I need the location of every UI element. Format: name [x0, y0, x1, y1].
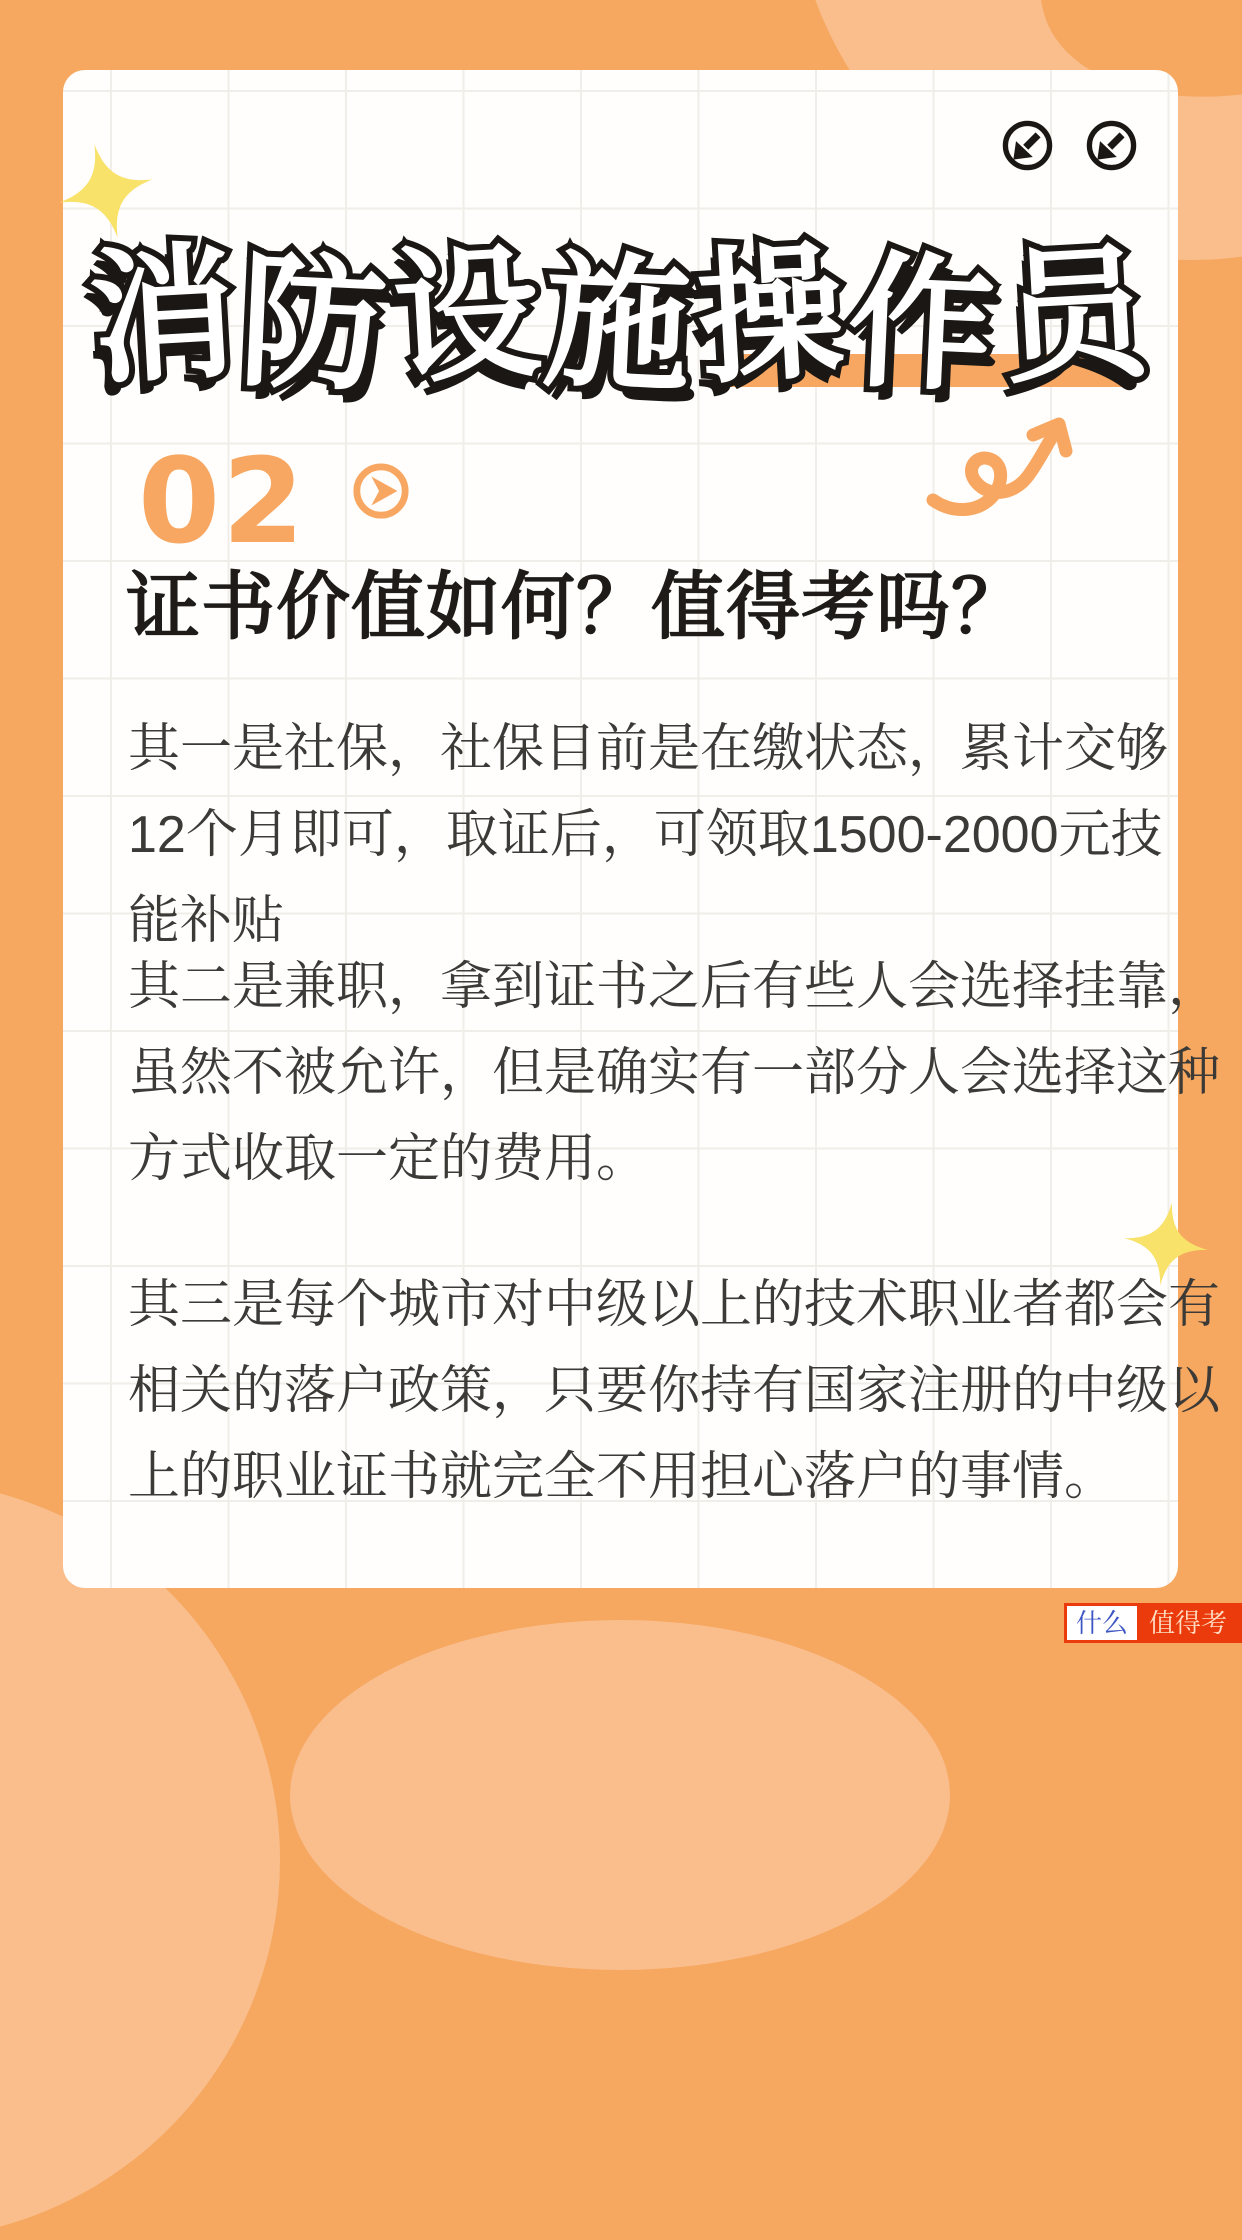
paragraph [128, 706, 1169, 964]
play-circle-icon [352, 462, 410, 525]
paragraph [128, 944, 1221, 1202]
corner-blob-bottom [290, 1620, 950, 1970]
paragraph-line: 上的职业证书就完全不用担心落户的事情。 [128, 1448, 1117, 1506]
search-tag-right[interactable]: 值得考 [1137, 1606, 1239, 1640]
paragraph [128, 1262, 1221, 1520]
corner-icon-group [1001, 119, 1138, 172]
paragraph-line: 12个月即可，取证后，可领取1500-2000元技 [128, 806, 1163, 864]
growth-arrow-doodle-icon [925, 402, 1085, 522]
section-heading: 证书价值如何？值得考吗？ [126, 565, 1026, 648]
paragraph-line: 其一是社保，社保目前是在缴状态，累计交够 [128, 720, 1169, 778]
content-card [63, 70, 1221, 1588]
poster-title: 消防设施操作员 [84, 229, 1158, 410]
paragraph-line: 能补贴 [128, 892, 285, 950]
footer-tag-group [1064, 1603, 1242, 1643]
paragraph-line: 其二是兼职，拿到证书之后有些人会选择挂靠， [128, 958, 1221, 1016]
paragraph-line: 相关的落户政策，只要你持有国家注册的中级以 [128, 1362, 1221, 1420]
arrow-down-left-circle-icon [1085, 119, 1138, 172]
search-tag-left[interactable]: 什么 [1067, 1606, 1137, 1640]
corner-blob-bottom-left [0, 1480, 280, 2240]
paragraph-line: 方式收取一定的费用。 [128, 1130, 649, 1188]
section-number: 02 [138, 432, 307, 570]
paragraph-line: 虽然不被允许，但是确实有一部分人会选择这种 [128, 1044, 1221, 1102]
paragraph-line: 其三是每个城市对中级以上的技术职业者都会有 [128, 1276, 1221, 1334]
arrow-down-left-circle-icon [1001, 119, 1054, 172]
sparkle-icon [1119, 1197, 1214, 1292]
